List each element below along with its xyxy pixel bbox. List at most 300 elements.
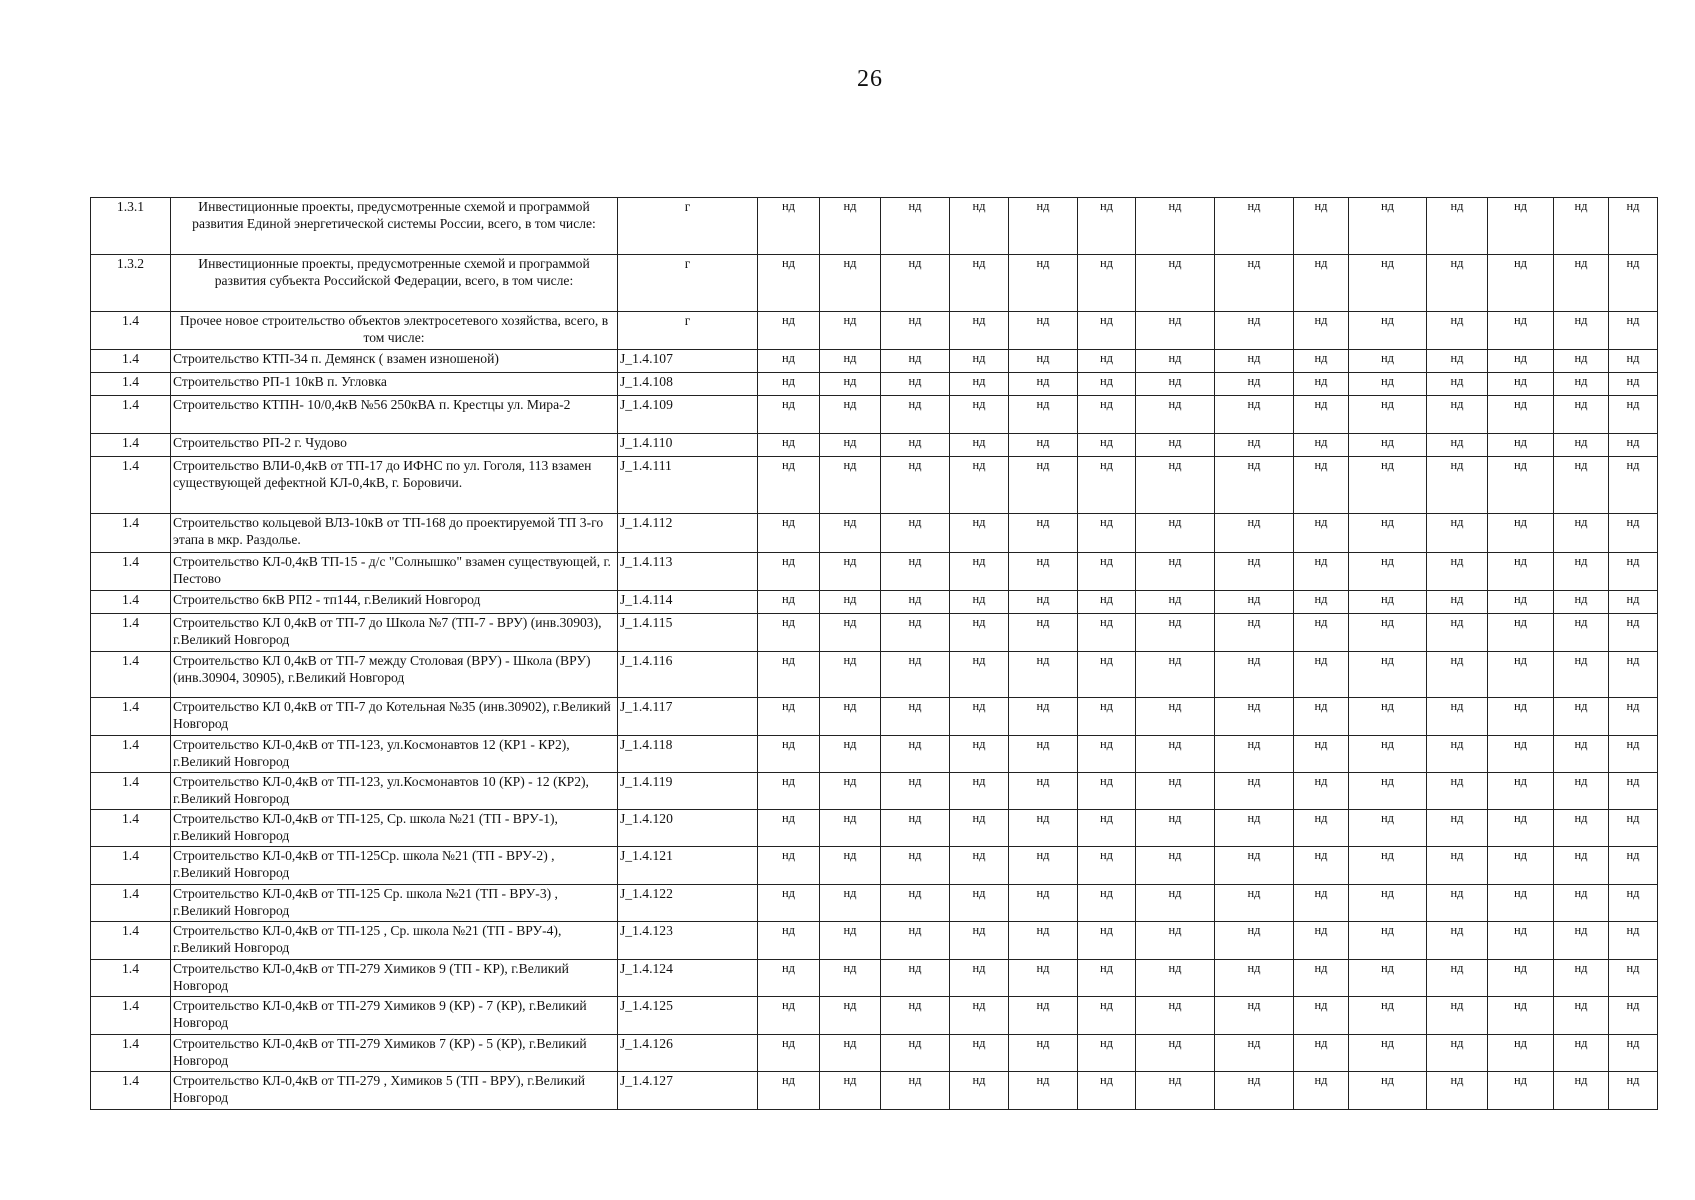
value-cell: нд <box>1215 736 1294 773</box>
value-cell: нд <box>1554 434 1609 457</box>
value-cell: нд <box>1215 922 1294 960</box>
value-cell: нд <box>1136 396 1215 434</box>
value-cell: нд <box>950 591 1009 614</box>
value-cell: нд <box>1136 652 1215 698</box>
value-cell: нд <box>820 960 881 997</box>
table-row <box>91 960 1658 997</box>
value-cell: нд <box>950 736 1009 773</box>
value-cell: нд <box>1078 614 1136 652</box>
value-cell: нд <box>1609 698 1658 736</box>
value-cell: нд <box>1078 1072 1136 1110</box>
value-cell: нд <box>1609 591 1658 614</box>
value-cell: нд <box>1078 373 1136 396</box>
project-code-cell: J_1.4.125 <box>618 997 758 1035</box>
value-cell: нд <box>1136 698 1215 736</box>
value-cell: нд <box>1215 350 1294 373</box>
project-name-cell: Строительство КЛ-0,4кВ от ТП-123, ул.Космонавтов 12 (КР1 - КР2), г.Великий Новгород <box>171 736 618 773</box>
value-cell: нд <box>1554 773 1609 810</box>
project-name-cell: Строительство КТП-34 п. Демянск ( взамен изношеной) <box>171 350 618 373</box>
value-cell: нд <box>950 198 1009 255</box>
project-name-cell: Строительство КЛ 0,4кВ от ТП-7 между Столовая (ВРУ) - Школа (ВРУ) (инв.30904, 30905), г.Великий Новгород <box>171 652 618 698</box>
value-cell: нд <box>950 810 1009 847</box>
value-cell: нд <box>1488 922 1554 960</box>
value-cell: нд <box>1609 198 1658 255</box>
value-cell: нд <box>950 1035 1009 1072</box>
value-cell: нд <box>758 255 820 312</box>
value-cell: нд <box>1215 457 1294 514</box>
value-cell: нд <box>1294 396 1349 434</box>
value-cell: нд <box>1294 457 1349 514</box>
project-code-cell: J_1.4.126 <box>618 1035 758 1072</box>
value-cell: нд <box>820 591 881 614</box>
value-cell: нд <box>1136 457 1215 514</box>
value-cell: нд <box>950 553 1009 591</box>
project-name-cell: Строительство КЛ-0,4кВ от ТП-123, ул.Космонавтов 10 (КР) - 12 (КР2), г.Великий Новгород <box>171 773 618 810</box>
value-cell: нд <box>1609 1072 1658 1110</box>
value-cell: нд <box>820 885 881 922</box>
value-cell: нд <box>881 1072 950 1110</box>
value-cell: нд <box>950 847 1009 885</box>
value-cell: нд <box>1488 591 1554 614</box>
value-cell: нд <box>1136 373 1215 396</box>
row-number-cell: 1.4 <box>91 960 171 997</box>
value-cell: нд <box>1078 698 1136 736</box>
value-cell: нд <box>1609 922 1658 960</box>
value-cell: нд <box>1427 350 1488 373</box>
value-cell: нд <box>950 457 1009 514</box>
value-cell: нд <box>950 614 1009 652</box>
value-cell: нд <box>1136 922 1215 960</box>
row-number-cell: 1.4 <box>91 514 171 553</box>
value-cell: нд <box>758 396 820 434</box>
value-cell: нд <box>1215 960 1294 997</box>
value-cell: нд <box>1009 960 1078 997</box>
value-cell: нд <box>1009 591 1078 614</box>
row-number-cell: 1.4 <box>91 457 171 514</box>
value-cell: нд <box>1009 312 1078 350</box>
value-cell: нд <box>1009 736 1078 773</box>
value-cell: нд <box>820 652 881 698</box>
value-cell: нд <box>1136 810 1215 847</box>
value-cell: нд <box>950 312 1009 350</box>
value-cell: нд <box>1078 773 1136 810</box>
value-cell: нд <box>1136 997 1215 1035</box>
value-cell: нд <box>1609 434 1658 457</box>
value-cell: нд <box>1136 1072 1215 1110</box>
value-cell: нд <box>950 396 1009 434</box>
table-row <box>91 553 1658 591</box>
value-cell: нд <box>758 591 820 614</box>
value-cell: нд <box>758 1035 820 1072</box>
value-cell: нд <box>820 396 881 434</box>
project-name-cell: Строительство КЛ-0,4кВ от ТП-279 Химиков 9 (ТП - КР), г.Великий Новгород <box>171 960 618 997</box>
value-cell: нд <box>881 810 950 847</box>
project-name-cell: Инвестиционные проекты, предусмотренные схемой и программой развития Единой энергетической системы России, всего, в том числе: <box>171 198 618 255</box>
project-name-cell: Строительство КТПН- 10/0,4кВ №56 250кВА п. Крестцы ул. Мира-2 <box>171 396 618 434</box>
value-cell: нд <box>1349 810 1427 847</box>
value-cell: нд <box>1215 373 1294 396</box>
project-name-cell: Строительство кольцевой ВЛЗ-10кВ от ТП-168 до проектируемой ТП 3-го этапа в мкр. Раздолье. <box>171 514 618 553</box>
table-row <box>91 350 1658 373</box>
value-cell: нд <box>1427 922 1488 960</box>
value-cell: нд <box>1009 698 1078 736</box>
value-cell: нд <box>1554 652 1609 698</box>
value-cell: нд <box>1294 922 1349 960</box>
value-cell: нд <box>950 997 1009 1035</box>
value-cell: нд <box>1427 736 1488 773</box>
value-cell: нд <box>1554 373 1609 396</box>
project-code-cell: J_1.4.114 <box>618 591 758 614</box>
project-name-cell: Строительство ВЛИ-0,4кВ от ТП-17 до ИФНС по ул. Гоголя, 113 взамен существующей дефектной КЛ-0,4кВ, г. Боровичи. <box>171 457 618 514</box>
value-cell: нд <box>758 810 820 847</box>
value-cell: нд <box>881 997 950 1035</box>
value-cell: нд <box>1294 773 1349 810</box>
row-number-cell: 1.4 <box>91 847 171 885</box>
value-cell: нд <box>1488 373 1554 396</box>
value-cell: нд <box>1609 652 1658 698</box>
value-cell: нд <box>1078 885 1136 922</box>
value-cell: нд <box>1078 810 1136 847</box>
value-cell: нд <box>1349 198 1427 255</box>
value-cell: нд <box>881 736 950 773</box>
value-cell: нд <box>1215 847 1294 885</box>
value-cell: нд <box>950 373 1009 396</box>
project-name-cell: Строительство КЛ-0,4кВ от ТП-125 , Ср. школа №21 (ТП - ВРУ-4), г.Великий Новгород <box>171 922 618 960</box>
project-code-cell: J_1.4.115 <box>618 614 758 652</box>
row-number-cell: 1.4 <box>91 591 171 614</box>
value-cell: нд <box>1488 736 1554 773</box>
value-cell: нд <box>881 847 950 885</box>
project-code-cell: J_1.4.107 <box>618 350 758 373</box>
value-cell: нд <box>820 198 881 255</box>
value-cell: нд <box>1215 652 1294 698</box>
value-cell: нд <box>1349 1035 1427 1072</box>
table-row <box>91 457 1658 514</box>
value-cell: нд <box>1427 198 1488 255</box>
value-cell: нд <box>1294 1035 1349 1072</box>
value-cell: нд <box>1349 553 1427 591</box>
value-cell: нд <box>1488 773 1554 810</box>
value-cell: нд <box>1349 652 1427 698</box>
value-cell: нд <box>758 373 820 396</box>
value-cell: нд <box>1609 736 1658 773</box>
value-cell: нд <box>1078 514 1136 553</box>
project-name-cell: Строительство КЛ-0,4кВ от ТП-125, Ср. школа №21 (ТП - ВРУ-1), г.Великий Новгород <box>171 810 618 847</box>
page-number: 26 <box>857 66 883 92</box>
value-cell: нд <box>1078 847 1136 885</box>
value-cell: нд <box>881 457 950 514</box>
value-cell: нд <box>1609 614 1658 652</box>
value-cell: нд <box>1215 591 1294 614</box>
project-code-cell: г <box>618 198 758 255</box>
project-name-cell: Строительство 6кВ РП2 - тп144, г.Великий Новгород <box>171 591 618 614</box>
value-cell: нд <box>1427 312 1488 350</box>
row-number-cell: 1.4 <box>91 396 171 434</box>
value-cell: нд <box>1294 373 1349 396</box>
value-cell: нд <box>820 373 881 396</box>
value-cell: нд <box>1609 885 1658 922</box>
value-cell: нд <box>1488 434 1554 457</box>
value-cell: нд <box>1609 553 1658 591</box>
value-cell: нд <box>1009 1035 1078 1072</box>
value-cell: нд <box>1488 652 1554 698</box>
value-cell: нд <box>881 350 950 373</box>
value-cell: нд <box>820 434 881 457</box>
table-row <box>91 434 1658 457</box>
value-cell: нд <box>881 614 950 652</box>
value-cell: нд <box>1427 553 1488 591</box>
value-cell: нд <box>1009 810 1078 847</box>
value-cell: нд <box>1136 514 1215 553</box>
value-cell: нд <box>1009 255 1078 312</box>
value-cell: нд <box>881 922 950 960</box>
row-number-cell: 1.3.2 <box>91 255 171 312</box>
project-code-cell: J_1.4.117 <box>618 698 758 736</box>
value-cell: нд <box>1294 514 1349 553</box>
value-cell: нд <box>758 514 820 553</box>
value-cell: нд <box>1349 997 1427 1035</box>
project-code-cell: J_1.4.122 <box>618 885 758 922</box>
table-row <box>91 773 1658 810</box>
value-cell: нд <box>1554 198 1609 255</box>
value-cell: нд <box>1294 312 1349 350</box>
value-cell: нд <box>1009 514 1078 553</box>
table-row <box>91 885 1658 922</box>
value-cell: нд <box>1136 553 1215 591</box>
value-cell: нд <box>1609 960 1658 997</box>
value-cell: нд <box>1294 350 1349 373</box>
table-row <box>91 312 1658 350</box>
row-number-cell: 1.4 <box>91 1035 171 1072</box>
value-cell: нд <box>1294 810 1349 847</box>
value-cell: нд <box>1427 997 1488 1035</box>
project-code-cell: J_1.4.108 <box>618 373 758 396</box>
value-cell: нд <box>1009 350 1078 373</box>
value-cell: нд <box>1349 614 1427 652</box>
row-number-cell: 1.4 <box>91 373 171 396</box>
value-cell: нд <box>1078 736 1136 773</box>
value-cell: нд <box>1609 773 1658 810</box>
value-cell: нд <box>1427 434 1488 457</box>
table-row <box>91 922 1658 960</box>
value-cell: нд <box>1488 553 1554 591</box>
value-cell: нд <box>1078 553 1136 591</box>
value-cell: нд <box>758 198 820 255</box>
value-cell: нд <box>1488 198 1554 255</box>
value-cell: нд <box>1078 997 1136 1035</box>
project-code-cell: J_1.4.116 <box>618 652 758 698</box>
value-cell: нд <box>1488 514 1554 553</box>
value-cell: нд <box>758 614 820 652</box>
value-cell: нд <box>1078 591 1136 614</box>
value-cell: нд <box>1078 960 1136 997</box>
project-name-cell: Строительство КЛ 0,4кВ от ТП-7 до Школа №7 (ТП-7 - ВРУ) (инв.30903), г.Великий Новгород <box>171 614 618 652</box>
value-cell: нд <box>1554 1072 1609 1110</box>
value-cell: нд <box>881 1035 950 1072</box>
project-name-cell: Строительство КЛ-0,4кВ от ТП-125 Ср. школа №21 (ТП - ВРУ-3) , г.Великий Новгород <box>171 885 618 922</box>
value-cell: нд <box>1009 922 1078 960</box>
value-cell: нд <box>881 434 950 457</box>
value-cell: нд <box>881 312 950 350</box>
value-cell: нд <box>758 698 820 736</box>
value-cell: нд <box>1349 514 1427 553</box>
row-number-cell: 1.3.1 <box>91 198 171 255</box>
value-cell: нд <box>1136 434 1215 457</box>
value-cell: нд <box>1215 514 1294 553</box>
project-code-cell: J_1.4.127 <box>618 1072 758 1110</box>
row-number-cell: 1.4 <box>91 312 171 350</box>
value-cell: нд <box>1009 773 1078 810</box>
value-cell: нд <box>1136 847 1215 885</box>
value-cell: нд <box>1215 997 1294 1035</box>
value-cell: нд <box>1215 698 1294 736</box>
table-row <box>91 396 1658 434</box>
value-cell: нд <box>881 553 950 591</box>
table-body <box>91 198 1658 1110</box>
value-cell: нд <box>1554 922 1609 960</box>
value-cell: нд <box>950 434 1009 457</box>
value-cell: нд <box>820 1072 881 1110</box>
value-cell: нд <box>881 514 950 553</box>
value-cell: нд <box>1078 457 1136 514</box>
value-cell: нд <box>1554 457 1609 514</box>
value-cell: нд <box>1009 1072 1078 1110</box>
value-cell: нд <box>1294 736 1349 773</box>
row-number-cell: 1.4 <box>91 698 171 736</box>
value-cell: нд <box>1488 810 1554 847</box>
value-cell: нд <box>1554 255 1609 312</box>
value-cell: нд <box>1215 1072 1294 1110</box>
project-code-cell: J_1.4.113 <box>618 553 758 591</box>
project-name-cell: Прочее новое строительство объектов электросетевого хозяйства, всего, в том числе: <box>171 312 618 350</box>
value-cell: нд <box>1427 1072 1488 1110</box>
project-name-cell: Строительство КЛ-0,4кВ от ТП-279 , Химиков 5 (ТП - ВРУ), г.Великий Новгород <box>171 1072 618 1110</box>
value-cell: нд <box>1554 698 1609 736</box>
row-number-cell: 1.4 <box>91 736 171 773</box>
value-cell: нд <box>1554 312 1609 350</box>
value-cell: нд <box>1136 255 1215 312</box>
project-name-cell: Строительство РП-2 г. Чудово <box>171 434 618 457</box>
value-cell: нд <box>950 922 1009 960</box>
value-cell: нд <box>1349 1072 1427 1110</box>
value-cell: нд <box>1349 312 1427 350</box>
value-cell: нд <box>758 434 820 457</box>
value-cell: нд <box>881 698 950 736</box>
value-cell: нд <box>1349 255 1427 312</box>
value-cell: нд <box>1009 198 1078 255</box>
table-row <box>91 591 1658 614</box>
value-cell: нд <box>758 997 820 1035</box>
value-cell: нд <box>820 614 881 652</box>
value-cell: нд <box>1609 810 1658 847</box>
value-cell: нд <box>1488 312 1554 350</box>
value-cell: нд <box>1427 591 1488 614</box>
table-row <box>91 1072 1658 1110</box>
value-cell: нд <box>758 773 820 810</box>
value-cell: нд <box>1609 373 1658 396</box>
value-cell: нд <box>950 514 1009 553</box>
value-cell: нд <box>1609 847 1658 885</box>
value-cell: нд <box>1427 773 1488 810</box>
value-cell: нд <box>881 773 950 810</box>
row-number-cell: 1.4 <box>91 614 171 652</box>
value-cell: нд <box>881 960 950 997</box>
value-cell: нд <box>1427 373 1488 396</box>
project-code-cell: J_1.4.112 <box>618 514 758 553</box>
value-cell: нд <box>1609 255 1658 312</box>
value-cell: нд <box>1009 997 1078 1035</box>
value-cell: нд <box>1078 312 1136 350</box>
value-cell: нд <box>1349 373 1427 396</box>
value-cell: нд <box>1294 885 1349 922</box>
value-cell: нд <box>1009 457 1078 514</box>
value-cell: нд <box>1009 652 1078 698</box>
table-row <box>91 255 1658 312</box>
value-cell: нд <box>1609 312 1658 350</box>
value-cell: нд <box>950 698 1009 736</box>
value-cell: нд <box>1294 255 1349 312</box>
value-cell: нд <box>1294 591 1349 614</box>
value-cell: нд <box>1349 773 1427 810</box>
value-cell: нд <box>1349 698 1427 736</box>
value-cell: нд <box>758 847 820 885</box>
value-cell: нд <box>1215 396 1294 434</box>
value-cell: нд <box>820 698 881 736</box>
value-cell: нд <box>1488 255 1554 312</box>
value-cell: нд <box>1136 1035 1215 1072</box>
value-cell: нд <box>950 773 1009 810</box>
value-cell: нд <box>950 885 1009 922</box>
value-cell: нд <box>1488 396 1554 434</box>
value-cell: нд <box>950 350 1009 373</box>
project-code-cell: J_1.4.109 <box>618 396 758 434</box>
value-cell: нд <box>758 553 820 591</box>
value-cell: нд <box>1488 997 1554 1035</box>
value-cell: нд <box>1554 885 1609 922</box>
table-row <box>91 698 1658 736</box>
value-cell: нд <box>820 514 881 553</box>
value-cell: нд <box>820 255 881 312</box>
value-cell: нд <box>950 652 1009 698</box>
value-cell: нд <box>1215 434 1294 457</box>
value-cell: нд <box>1427 885 1488 922</box>
value-cell: нд <box>1427 457 1488 514</box>
value-cell: нд <box>881 373 950 396</box>
value-cell: нд <box>1294 652 1349 698</box>
value-cell: нд <box>1349 591 1427 614</box>
table-row <box>91 373 1658 396</box>
value-cell: нд <box>1488 1035 1554 1072</box>
value-cell: нд <box>758 1072 820 1110</box>
value-cell: нд <box>1554 1035 1609 1072</box>
value-cell: нд <box>1488 1072 1554 1110</box>
value-cell: нд <box>1215 255 1294 312</box>
row-number-cell: 1.4 <box>91 434 171 457</box>
value-cell: нд <box>1488 457 1554 514</box>
value-cell: нд <box>1609 350 1658 373</box>
value-cell: нд <box>1488 960 1554 997</box>
value-cell: нд <box>1294 434 1349 457</box>
value-cell: нд <box>1294 960 1349 997</box>
value-cell: нд <box>1215 885 1294 922</box>
value-cell: нд <box>1215 1035 1294 1072</box>
value-cell: нд <box>1215 553 1294 591</box>
value-cell: нд <box>1215 773 1294 810</box>
value-cell: нд <box>1427 698 1488 736</box>
value-cell: нд <box>1427 1035 1488 1072</box>
row-number-cell: 1.4 <box>91 1072 171 1110</box>
value-cell: нд <box>950 1072 1009 1110</box>
